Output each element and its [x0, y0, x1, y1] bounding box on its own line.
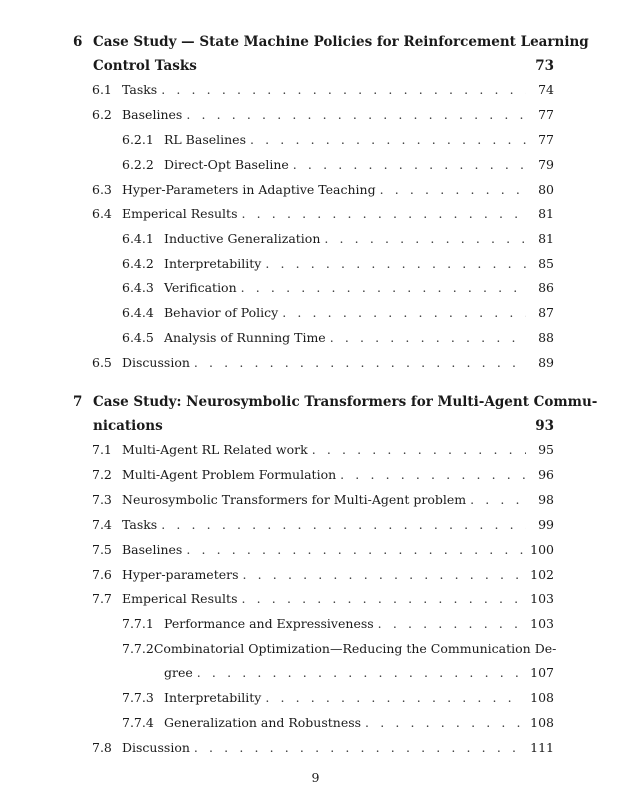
toc-entry[interactable]	[92, 589, 554, 609]
entry-page: 89	[538, 355, 554, 370]
chapter-number: 6	[73, 34, 83, 50]
entry-page: 77	[538, 132, 554, 147]
entry-title: Baselines	[122, 107, 183, 122]
entry-number: 6.3	[92, 182, 112, 197]
toc-entry[interactable]	[92, 738, 554, 758]
entry-number: 6.2.1	[122, 132, 154, 147]
dot-leader	[380, 180, 526, 200]
dot-leader	[241, 278, 526, 298]
entry-title: Interpretability	[164, 690, 262, 705]
dot-leader	[194, 353, 526, 373]
entry-number: 7.7	[92, 591, 112, 606]
entry-title: Emperical Results	[122, 206, 238, 221]
entry-page: 95	[538, 442, 554, 457]
chapter-heading	[73, 31, 589, 53]
dot-leader	[242, 589, 525, 609]
entry-title: Behavior of Policy	[164, 305, 279, 320]
entry-title: Discussion	[122, 740, 190, 755]
chapter-heading-cont	[73, 415, 554, 437]
entry-number: 6.2	[92, 107, 112, 122]
entry-number: 7.1	[92, 442, 112, 457]
entry-number: 6.4.1	[122, 231, 154, 246]
entry-title: Hyper-Parameters in Adaptive Teaching	[122, 182, 376, 197]
entry-number: 6.5	[92, 355, 112, 370]
toc-entry[interactable]	[92, 515, 554, 535]
entry-number: 7.7.3	[122, 690, 154, 705]
toc-entry[interactable]	[92, 204, 554, 224]
entry-number: 6.2.2	[122, 157, 154, 172]
toc-entry[interactable]	[122, 639, 557, 659]
entry-number: 6.4.2	[122, 256, 154, 271]
entry-page: 79	[538, 157, 554, 172]
entry-page: 80	[538, 182, 554, 197]
toc-entry[interactable]	[92, 565, 554, 585]
chapter-page: 73	[535, 58, 554, 74]
toc-entry[interactable]	[122, 254, 554, 274]
chapter-heading	[73, 391, 598, 413]
entry-title: Baselines	[122, 542, 183, 557]
dot-leader	[194, 738, 524, 758]
toc-entry[interactable]	[122, 130, 554, 150]
entry-number: 7.7.4	[122, 715, 154, 730]
toc-entry[interactable]	[92, 180, 554, 200]
dot-leader	[242, 204, 527, 224]
entry-title: Interpretability	[164, 256, 262, 271]
toc-entry[interactable]	[92, 80, 554, 100]
entry-number: 6.4.3	[122, 280, 154, 295]
entry-title: RL Baselines	[164, 132, 246, 147]
entry-page: 77	[538, 107, 554, 122]
toc-entry[interactable]	[122, 614, 554, 634]
toc-entry[interactable]	[122, 229, 554, 249]
entry-title: Tasks	[122, 517, 158, 532]
toc-entry[interactable]	[122, 278, 554, 298]
entry-page: 103	[530, 616, 554, 631]
entry-number: 6.1	[92, 82, 112, 97]
dot-leader	[197, 663, 524, 683]
entry-number: 7.2	[92, 467, 112, 482]
entry-page: 99	[538, 517, 554, 532]
dot-leader	[340, 465, 526, 485]
entry-title: Performance and Expressiveness	[164, 616, 374, 631]
dot-leader	[470, 490, 526, 510]
dot-leader	[161, 80, 526, 100]
entry-title-continuation: gree	[164, 665, 193, 680]
toc-entry[interactable]	[92, 440, 554, 460]
entry-number: 7.6	[92, 567, 112, 582]
entry-page: 102	[530, 567, 554, 582]
entry-page: 87	[538, 305, 554, 320]
entry-title: Neurosymbolic Transformers for Multi-Agent problem	[122, 492, 467, 507]
toc-entry[interactable]	[122, 713, 554, 733]
chapter-title-line2: nications	[93, 418, 163, 434]
dot-leader	[324, 229, 526, 249]
entry-number: 7.4	[92, 517, 112, 532]
entry-title: Emperical Results	[122, 591, 238, 606]
entry-title: Direct-Opt Baseline	[164, 157, 289, 172]
entry-page: 81	[538, 231, 554, 246]
dot-leader	[312, 440, 526, 460]
chapter-number: 7	[73, 394, 83, 410]
dot-leader	[243, 565, 525, 585]
entry-page: 100	[530, 542, 554, 557]
entry-title: Combinatorial Optimization—Reducing the Communication De-	[153, 641, 557, 656]
chapter-page: 93	[535, 418, 554, 434]
dot-leader	[282, 303, 526, 323]
entry-title: Discussion	[122, 355, 190, 370]
toc-entry[interactable]	[92, 540, 554, 560]
toc-entry[interactable]	[122, 688, 554, 708]
entry-title: Inductive Generalization	[164, 231, 321, 246]
entry-title: Generalization and Robustness	[164, 715, 362, 730]
chapter-title-line1: Case Study: Neurosymbolic Transformers for Multi-Agent Commu-	[93, 394, 598, 410]
entry-page: 88	[538, 330, 554, 345]
entry-page: 103	[530, 591, 554, 606]
entry-number: 7.7.1	[122, 616, 154, 631]
entry-page: 108	[530, 715, 554, 730]
chapter-title-line2: Control Tasks	[93, 58, 197, 74]
toc-entry[interactable]	[122, 328, 554, 348]
dot-leader	[186, 540, 524, 560]
toc-entry[interactable]	[122, 155, 554, 175]
dot-leader	[265, 688, 524, 708]
chapter-heading-cont	[73, 55, 554, 77]
entry-title: Tasks	[122, 82, 158, 97]
dot-leader	[186, 105, 526, 125]
dot-leader	[293, 155, 526, 175]
entry-title: Hyper-parameters	[122, 567, 239, 582]
toc-entry[interactable]	[122, 303, 554, 323]
entry-number: 7.7.2	[122, 641, 154, 656]
entry-title: Multi-Agent RL Related work	[122, 442, 308, 457]
toc-entry[interactable]	[92, 465, 554, 485]
dot-leader	[365, 713, 524, 733]
entry-number: 7.5	[92, 542, 112, 557]
entry-page: 96	[538, 467, 554, 482]
entry-page: 81	[538, 206, 554, 221]
entry-page: 86	[538, 280, 554, 295]
entry-number: 6.4.4	[122, 305, 154, 320]
entry-title: Verification	[164, 280, 237, 295]
dot-leader	[161, 515, 526, 535]
entry-title: Multi-Agent Problem Formulation	[122, 467, 337, 482]
toc-entry[interactable]	[92, 353, 554, 373]
toc-entry-continuation[interactable]	[164, 663, 554, 683]
entry-page: 74	[538, 82, 554, 97]
entry-number: 6.4	[92, 206, 112, 221]
dot-leader	[330, 328, 526, 348]
dot-leader	[265, 254, 526, 274]
entry-number: 7.8	[92, 740, 112, 755]
entry-page: 108	[530, 690, 554, 705]
entry-page: 98	[538, 492, 554, 507]
entry-title: Analysis of Running Time	[164, 330, 326, 345]
dot-leader	[378, 614, 524, 634]
page-number: 9	[311, 770, 320, 785]
entry-page: 111	[530, 740, 554, 755]
entry-page: 107	[530, 665, 554, 680]
chapter-title-line1: Case Study — State Machine Policies for Reinforcement Learning	[93, 34, 589, 50]
toc-entry[interactable]	[92, 105, 554, 125]
dot-leader	[250, 130, 526, 150]
entry-page: 85	[538, 256, 554, 271]
entry-number: 6.4.5	[122, 330, 154, 345]
toc-entry[interactable]	[92, 490, 554, 510]
entry-number: 7.3	[92, 492, 112, 507]
